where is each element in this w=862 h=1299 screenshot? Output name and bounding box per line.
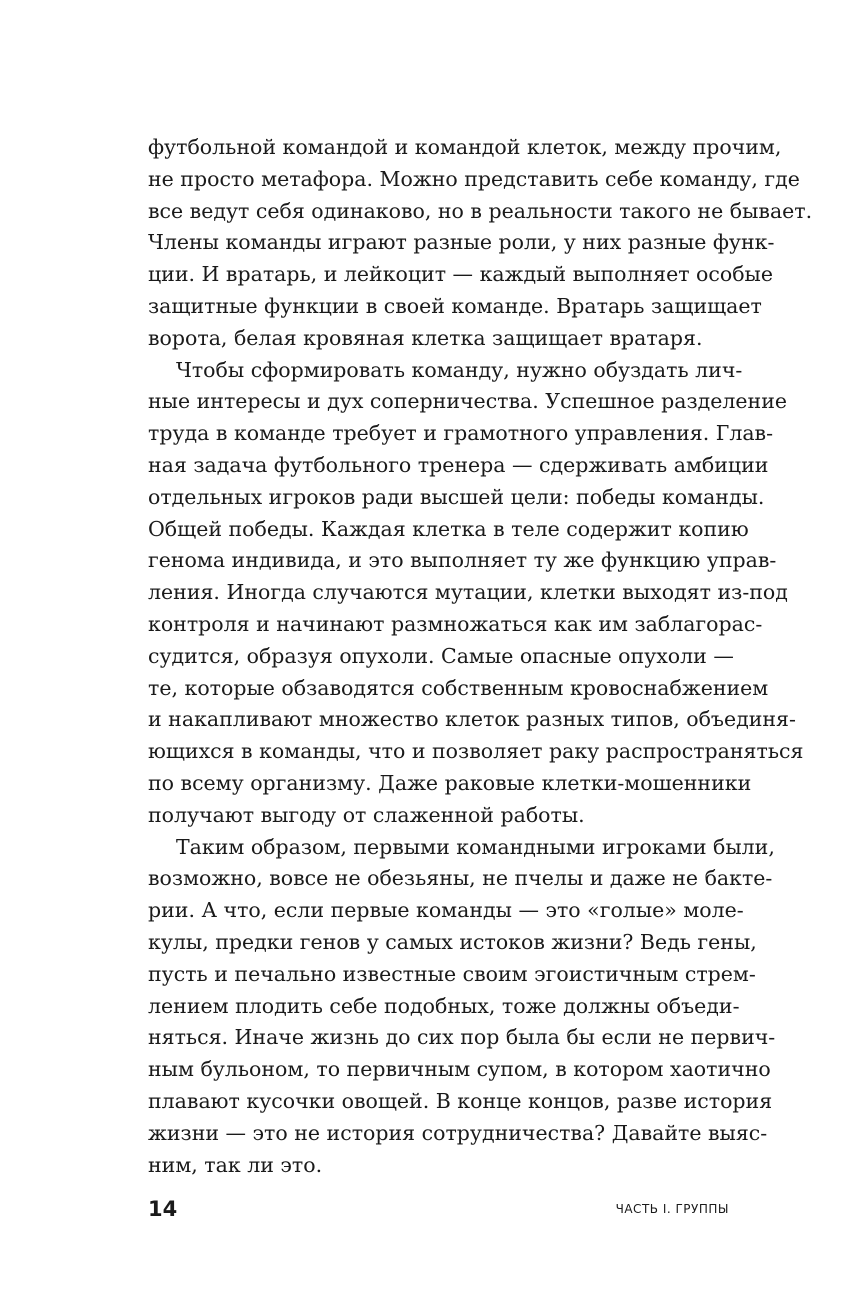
page-number: 14 <box>148 1197 178 1221</box>
text-line: плавают кусочки овощей. В конце концов, разве история <box>148 1088 773 1113</box>
running-head: ЧАСТЬ I. ГРУППЫ <box>615 1202 729 1216</box>
text-line: ления. Иногда случаются мутации, клетки выходят из-под <box>148 580 788 605</box>
text-line: пусть и печально известные своим эгоистичным стрем- <box>148 961 756 986</box>
text-line: ции. И вратарь, и лейкоцит — каждый выполняет особые <box>148 262 774 287</box>
text-line: не просто метафора. Можно представить себе команду, где <box>148 166 800 191</box>
text-line: Члены команды играют разные роли, у них разные функ- <box>148 230 775 255</box>
text-line: ним, так ли это. <box>148 1152 323 1177</box>
text-line: лением плодить себе подобных, тоже должны объеди- <box>148 993 740 1018</box>
text-line: контроля и начинают размножаться как им заблагорас- <box>148 611 763 636</box>
text-line: ные интересы и дух соперничества. Успешное разделение <box>148 389 788 414</box>
body-text <box>148 132 813 1181</box>
text-line: получают выгоду от слаженной работы. <box>148 802 585 827</box>
text-line: генома индивида, и это выполняет ту же функцию управ- <box>148 548 777 573</box>
text-line: ная задача футбольного тренера — сдерживать амбиции <box>148 452 769 477</box>
text-line: судится, образуя опухоли. Самые опасные опухоли — <box>148 643 734 668</box>
text-line: по всему организму. Даже раковые клетки-мошенники <box>148 770 752 795</box>
text-line: ющихся в команды, что и позволяет раку распространяться <box>148 739 804 764</box>
text-line: няться. Иначе жизнь до сих пор была бы если не первич- <box>148 1025 776 1050</box>
text-line: ным бульоном, то первичным супом, в котором хаотично <box>148 1057 771 1082</box>
text-line: футбольной командой и командой клеток, между прочим, <box>148 135 782 159</box>
text-line: все ведут себя одинаково, но в реальности такого не бывает. <box>148 198 813 223</box>
text-line: кулы, предки генов у самых истоков жизни? Ведь гены, <box>148 929 757 954</box>
text-line: Общей победы. Каждая клетка в теле содержит копию <box>148 516 749 541</box>
text-line: ворота, белая кровяная клетка защищает вратаря. <box>148 325 703 350</box>
text-line: жизни — это не история сотрудничества? Давайте выяс- <box>148 1120 768 1145</box>
text-line: отдельных игроков ради высшей цели: победы команды. <box>148 484 765 509</box>
text-line: и накапливают множество клеток разных типов, объединя- <box>148 707 796 732</box>
text-line: рии. А что, если первые команды — это «голые» моле- <box>148 898 744 923</box>
text-line: те, которые обзаводятся собственным кровоснабжением <box>148 675 769 700</box>
text-line: Чтобы сформировать команду, нужно обуздать лич- <box>176 357 743 382</box>
text-line: труда в команде требует и грамотного управления. Глав- <box>148 421 774 446</box>
text-line: Таким образом, первыми командными игроками были, <box>176 834 775 859</box>
text-line: возможно, вовсе не обезьяны, не пчелы и даже не бакте- <box>148 866 773 891</box>
text-line: защитные функции в своей команде. Вратарь защищает <box>148 293 762 318</box>
